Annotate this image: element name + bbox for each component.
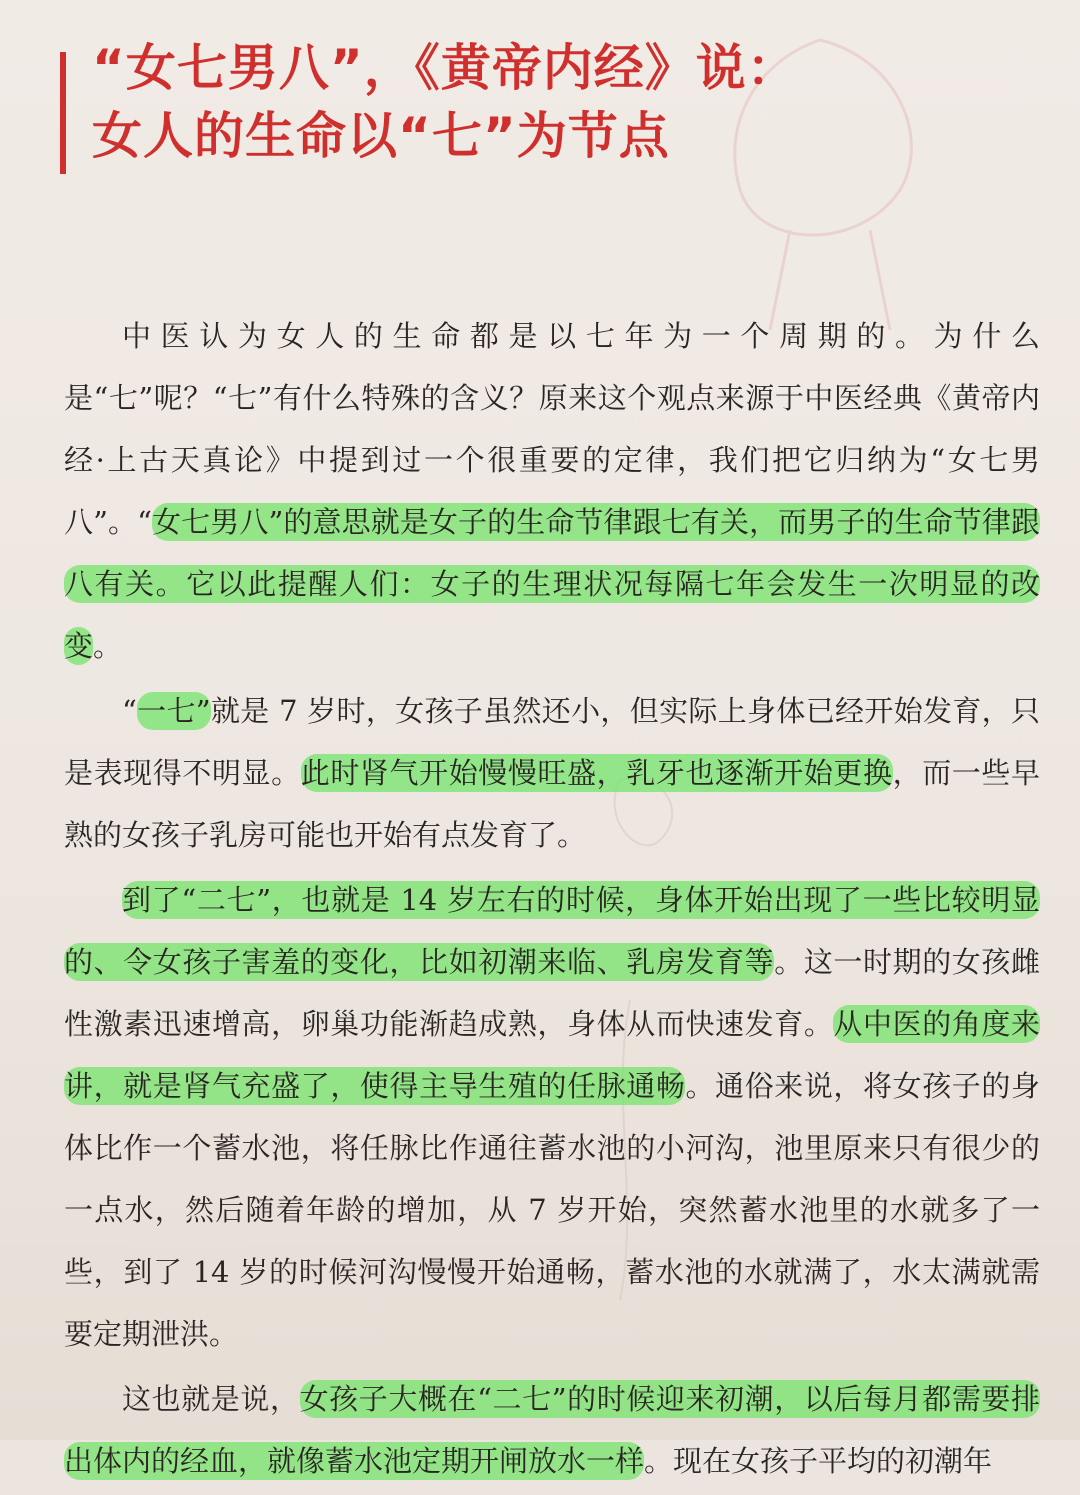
text-segment: 这也就是说， xyxy=(122,1382,300,1416)
body-text xyxy=(64,305,1040,1495)
text-segment: 就是 7 岁时，女孩子虽然还小，但实际上身体已经开始发育，只是表现得不明显。 xyxy=(64,694,1041,790)
paragraph-3 xyxy=(64,869,1040,1365)
chapter-title xyxy=(92,34,1052,170)
chapter-title-line-1: “女七男八”，《黄帝内经》说： xyxy=(92,39,798,97)
title-accent-bar xyxy=(60,52,66,174)
paragraph-1 xyxy=(64,305,1040,677)
highlighted-text: 一七” xyxy=(136,694,211,728)
text-segment: ，而一些早熟的女孩子乳房可能也开始有点发育了。 xyxy=(64,756,1040,852)
text-segment: 。现在女孩子平均的初潮年 xyxy=(644,1444,993,1478)
highlighted-text: 此时肾气开始慢慢旺盛，乳牙也逐渐开始更换 xyxy=(300,756,893,790)
paragraph-4 xyxy=(64,1368,1040,1492)
highlighted-text: 女七男八”的意思就是女子的生命节律跟七有关，而男子的生命节律跟八有关。它以此提醒人们：女子的生理状况每隔七年会发生一次明显的改变 xyxy=(64,505,1041,663)
text-segment: 。这一时期的女孩雌性激素迅速增高，卵巢功能渐趋成熟，身体从而快速发育。 xyxy=(64,945,1040,1041)
text-segment: 。 xyxy=(93,629,123,663)
text-segment: “ xyxy=(122,694,137,728)
text-segment: 。通俗来说，将女孩子的身体比作一个蓄水池，将任脉比作通往蓄水池的小河沟，池里原来只有很少的一点水，然后随着年龄的增加，从 7 岁开始，突然蓄水池里的水就多了一些，到了 14 岁的时候河沟慢慢开始通畅，蓄水池的水就满了，水太满就需要定期泄洪。 xyxy=(64,1069,1040,1351)
highlighted-text: 到了“二七”，也就是 14 岁左右的时候，身体开始出现了一些比较明显的、令女孩子害羞的变化，比如初潮来临、乳房发育等 xyxy=(64,883,1040,979)
text-segment: 中医认为女人的生命都是以七年为一个周期的。为什么是“七”呢？“七”有什么特殊的含义？原来这个观点来源于中医经典《黄帝内经·上古天真论》中提到过一个很重要的定律，我们把它归纳为“女七男八”。“ xyxy=(64,319,1040,539)
highlighted-text: 从中医的角度来讲，就是肾气充盛了，使得主导生殖的任脉通畅 xyxy=(64,1007,1040,1103)
highlighted-text: 女孩子大概在“二七”的时候迎来初潮，以后每月都需要排出体内的经血，就像蓄水池定期开闸放水一样 xyxy=(64,1382,1040,1478)
paragraph-2 xyxy=(64,680,1040,866)
chapter-title-line-2: 女人的生命以“七”为节点 xyxy=(92,107,670,165)
